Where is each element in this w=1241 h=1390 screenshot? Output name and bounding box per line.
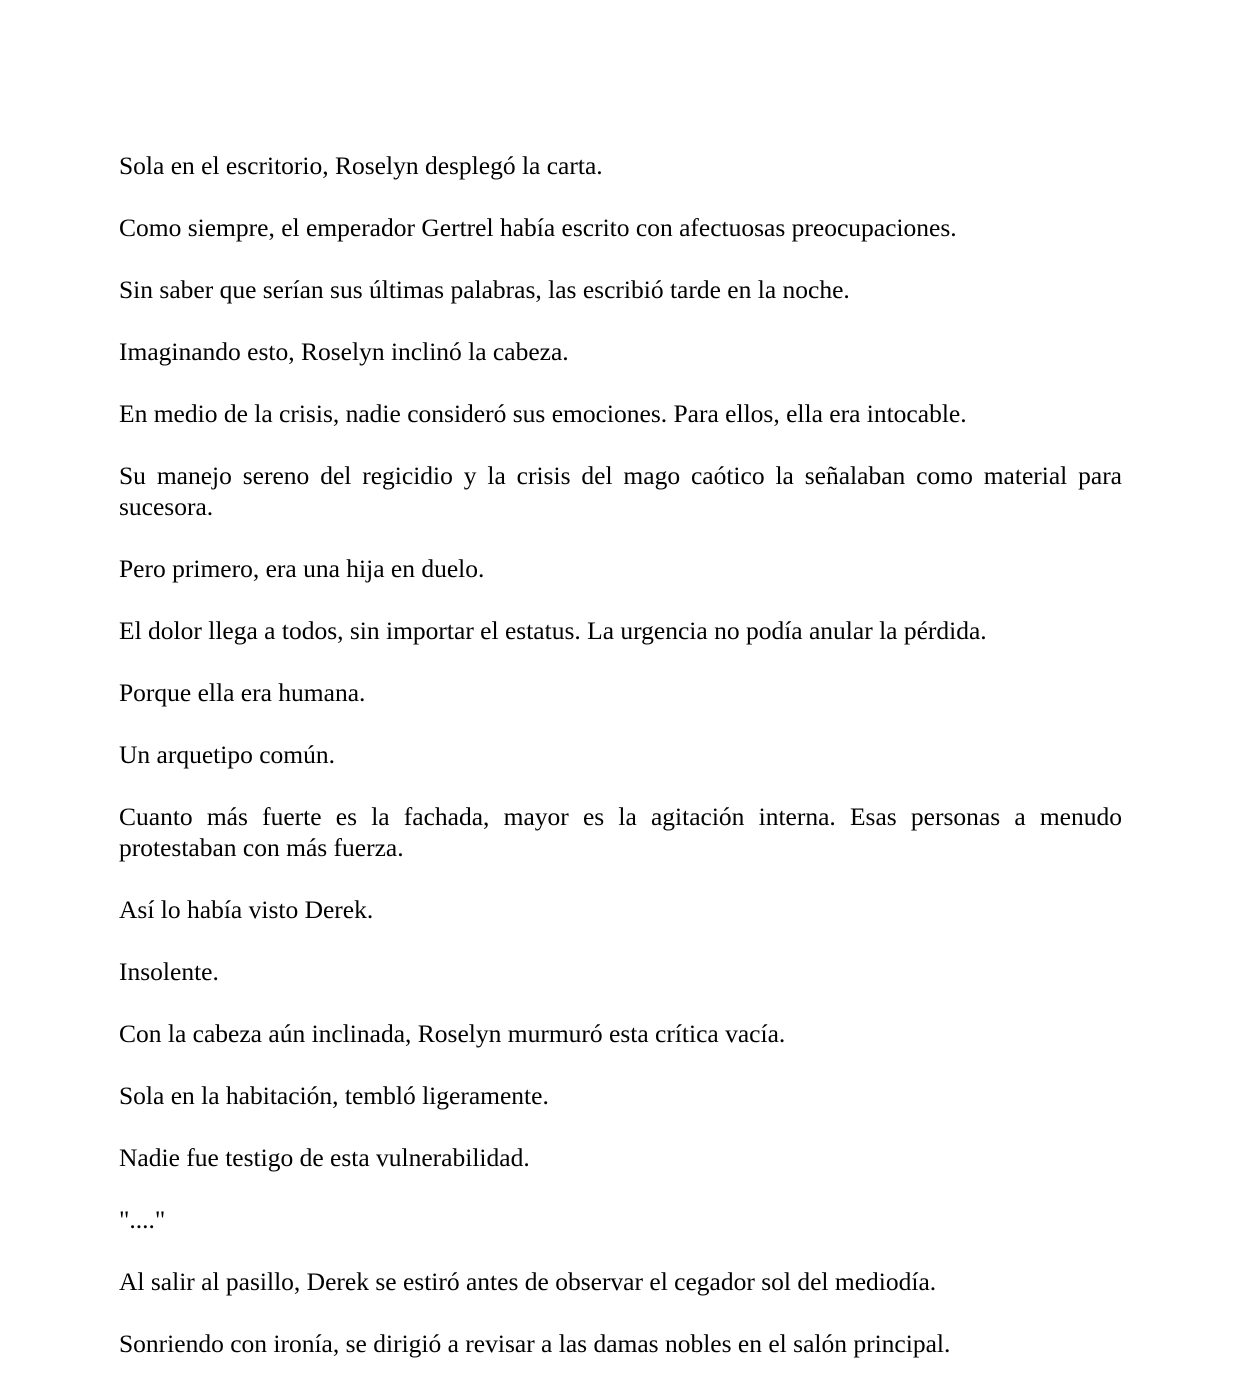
paragraph: Porque ella era humana. [119, 678, 366, 707]
paragraph: Cuanto más fuerte es la fachada, mayor es la agitación interna. Esas personas a menudo protestaban con más fuerza. [119, 802, 1122, 862]
paragraph: Insolente. [119, 957, 219, 986]
paragraph: El dolor llega a todos, sin importar el estatus. La urgencia no podía anular la pérdida. [119, 616, 987, 645]
paragraph: Su manejo sereno del regicidio y la crisis del mago caótico la señalaban como material para sucesora. [119, 461, 1122, 521]
paragraph: Así lo había visto Derek. [119, 895, 374, 924]
paragraph: "...." [119, 1205, 166, 1234]
paragraph: Sonriendo con ironía, se dirigió a revisar a las damas nobles en el salón principal. [119, 1329, 951, 1358]
paragraph: Al salir al pasillo, Derek se estiró antes de observar el cegador sol del mediodía. [119, 1267, 937, 1296]
paragraph: Pero primero, era una hija en duelo. [119, 554, 485, 583]
paragraph: Sola en el escritorio, Roselyn desplegó la carta. [119, 151, 603, 180]
paragraph: En medio de la crisis, nadie consideró sus emociones. Para ellos, ella era intocable. [119, 399, 967, 428]
document-body [119, 150, 1122, 1390]
paragraph: Sin saber que serían sus últimas palabras, las escribió tarde en la noche. [119, 275, 850, 304]
paragraph: Como siempre, el emperador Gertrel había escrito con afectuosas preocupaciones. [119, 213, 957, 242]
paragraph: Sola en la habitación, tembló ligeramente. [119, 1081, 549, 1110]
paragraph: Con la cabeza aún inclinada, Roselyn murmuró esta crítica vacía. [119, 1019, 786, 1048]
paragraph: Imaginando esto, Roselyn inclinó la cabeza. [119, 337, 569, 366]
paragraph: Un arquetipo común. [119, 740, 335, 769]
paragraph: Nadie fue testigo de esta vulnerabilidad. [119, 1143, 530, 1172]
